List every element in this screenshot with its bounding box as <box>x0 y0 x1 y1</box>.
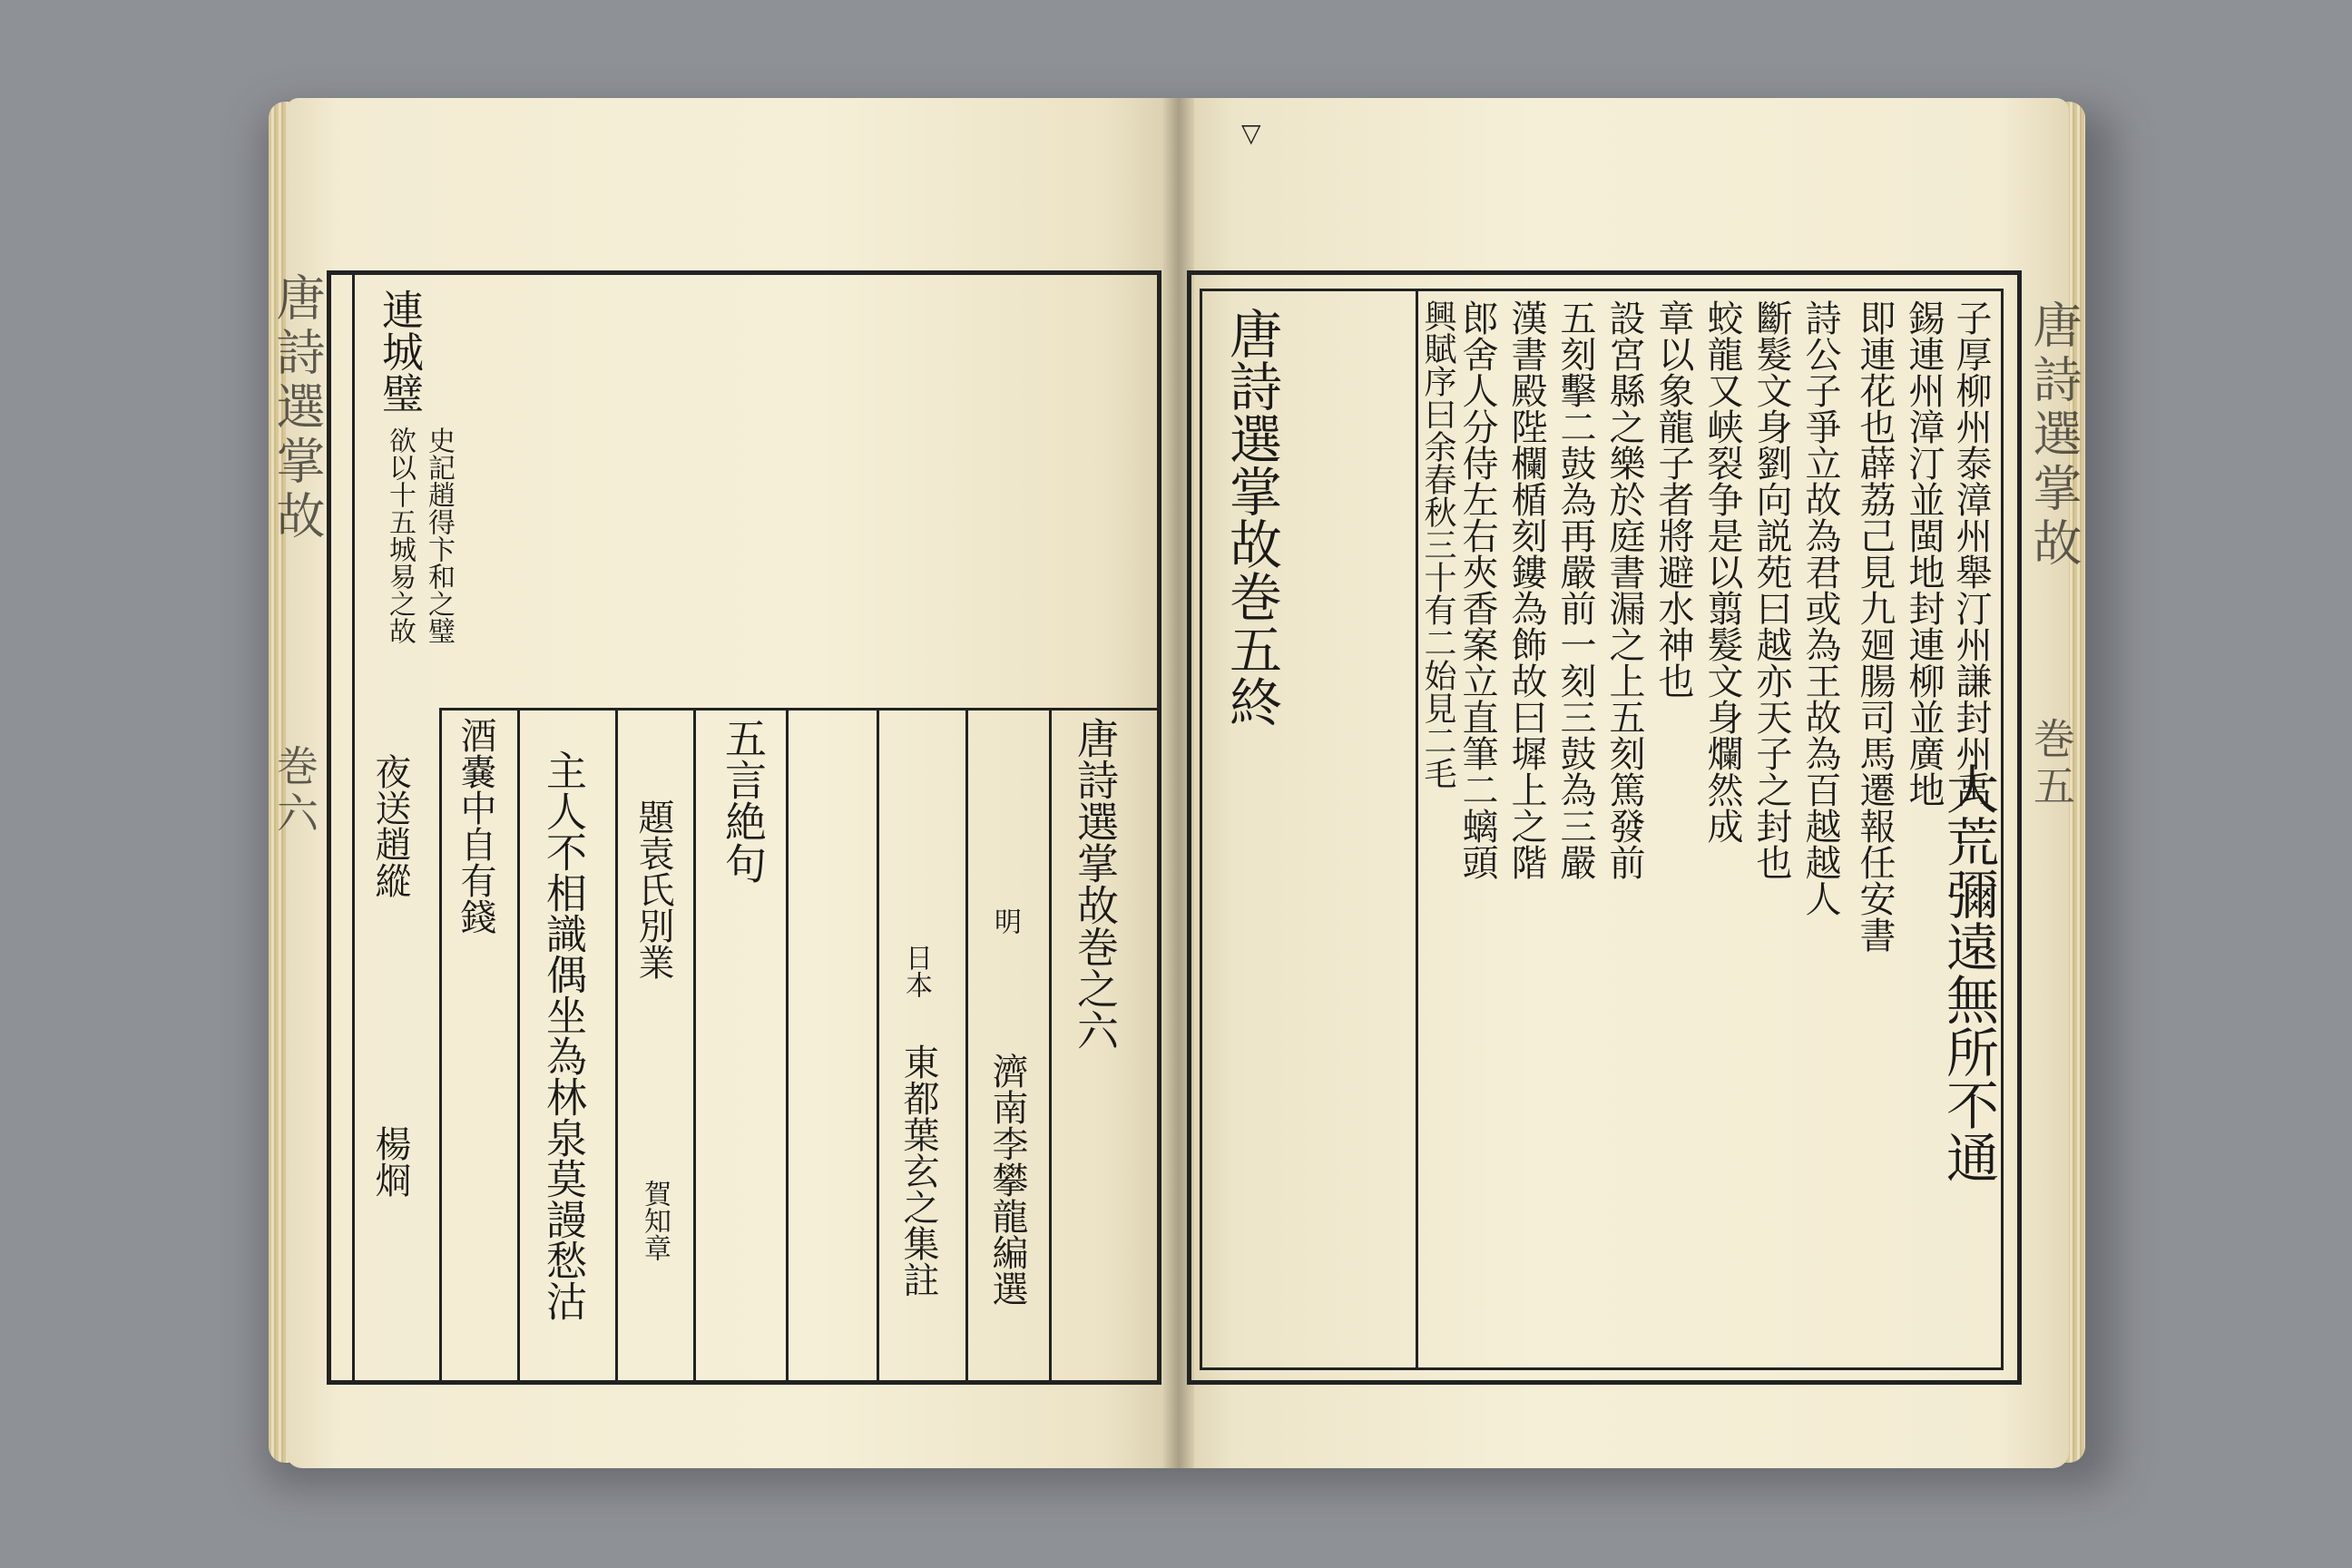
right-column-6: 蛟龍又峡裂争是以翦髮文身爛然成 <box>1701 299 1743 844</box>
right-column-1: 子厚柳州泰漳州舉汀州謙封州禹 <box>1950 299 1992 808</box>
dynasty-label: 明 <box>989 907 1021 935</box>
left-edge-title: 唐詩選掌故 <box>269 272 326 544</box>
column-rule <box>1049 708 1052 1385</box>
right-edge-title: 唐詩選掌故 <box>2025 299 2082 572</box>
annotator-name: 東都葉玄之集註 <box>897 1044 939 1298</box>
column-rule <box>965 708 968 1385</box>
right-column-11: 郎舍人分侍左右夾香案立直筆二螭頭 <box>1456 299 1498 880</box>
poem-line-1: 主人不相識偶坐為林泉莫謾愁沽 <box>539 750 587 1321</box>
end-title: 唐詩選掌故巻五終 <box>1220 307 1282 728</box>
right-column-8: 設宮縣之樂於庭書漏之上五刻篤發前 <box>1603 299 1645 880</box>
right-column-3: 即連花也薜荔己見九廻腸司馬遷報任安書 <box>1854 299 1896 953</box>
poem-author: 賀知章 <box>639 1180 671 1261</box>
country-label: 日本 <box>900 944 932 998</box>
right-column-10: 漢書殿陛欄楯刻鏤為飾故曰墀上之階 <box>1505 299 1547 880</box>
note-line-2: 欲以十五城易之故 <box>384 426 416 644</box>
right-column-12: 興賦序曰余春秋三十有二始見二毛 <box>1419 299 1456 789</box>
ornament-mark: ▽ <box>1241 118 1261 148</box>
right-column-2: 錫連州漳汀並閩地封連柳並廣地 <box>1903 299 1945 808</box>
right-heading-dahuang: 大荒彌遠無所不通 <box>1937 762 1999 1183</box>
column-rule <box>693 708 696 1385</box>
poem2-author: 楊烱 <box>369 1125 411 1198</box>
compiler-name: 濟南李攀龍編選 <box>986 1053 1028 1307</box>
left-inner-rule <box>352 270 355 1385</box>
right-title-column-rule <box>1416 289 1418 1370</box>
right-column-9: 五刻擊二鼓為再嚴前一刻三鼓為三嚴 <box>1554 299 1596 880</box>
poem-line-2: 酒嚢中自有錢 <box>455 717 496 935</box>
left-note-divider <box>439 708 1161 710</box>
column-rule <box>615 708 618 1385</box>
column-rule <box>439 708 442 1385</box>
note-heading: 連城璧 <box>376 289 425 414</box>
genre-heading: 五言絶句 <box>719 717 768 884</box>
right-column-7: 章以象龍子者將避水神也 <box>1652 299 1694 699</box>
right-column-5: 斷髮文身劉向説苑曰越亦天子之封也 <box>1750 299 1792 880</box>
column-rule <box>877 708 879 1385</box>
left-edge-volume: 巻六 <box>270 744 319 838</box>
right-column-4: 詩公子爭立故為君或為王故為百越越人 <box>1799 299 1841 916</box>
volume-title: 唐詩選掌故巻之六 <box>1071 717 1120 1051</box>
poem2-title: 夜送趙縱 <box>369 753 411 898</box>
poem-title: 題袁氏別業 <box>632 799 674 980</box>
right-edge-volume: 巻五 <box>2027 717 2076 811</box>
note-line-1: 史記趙得卞和之璧 <box>423 426 455 644</box>
column-rule <box>786 708 789 1385</box>
column-rule <box>517 708 520 1385</box>
